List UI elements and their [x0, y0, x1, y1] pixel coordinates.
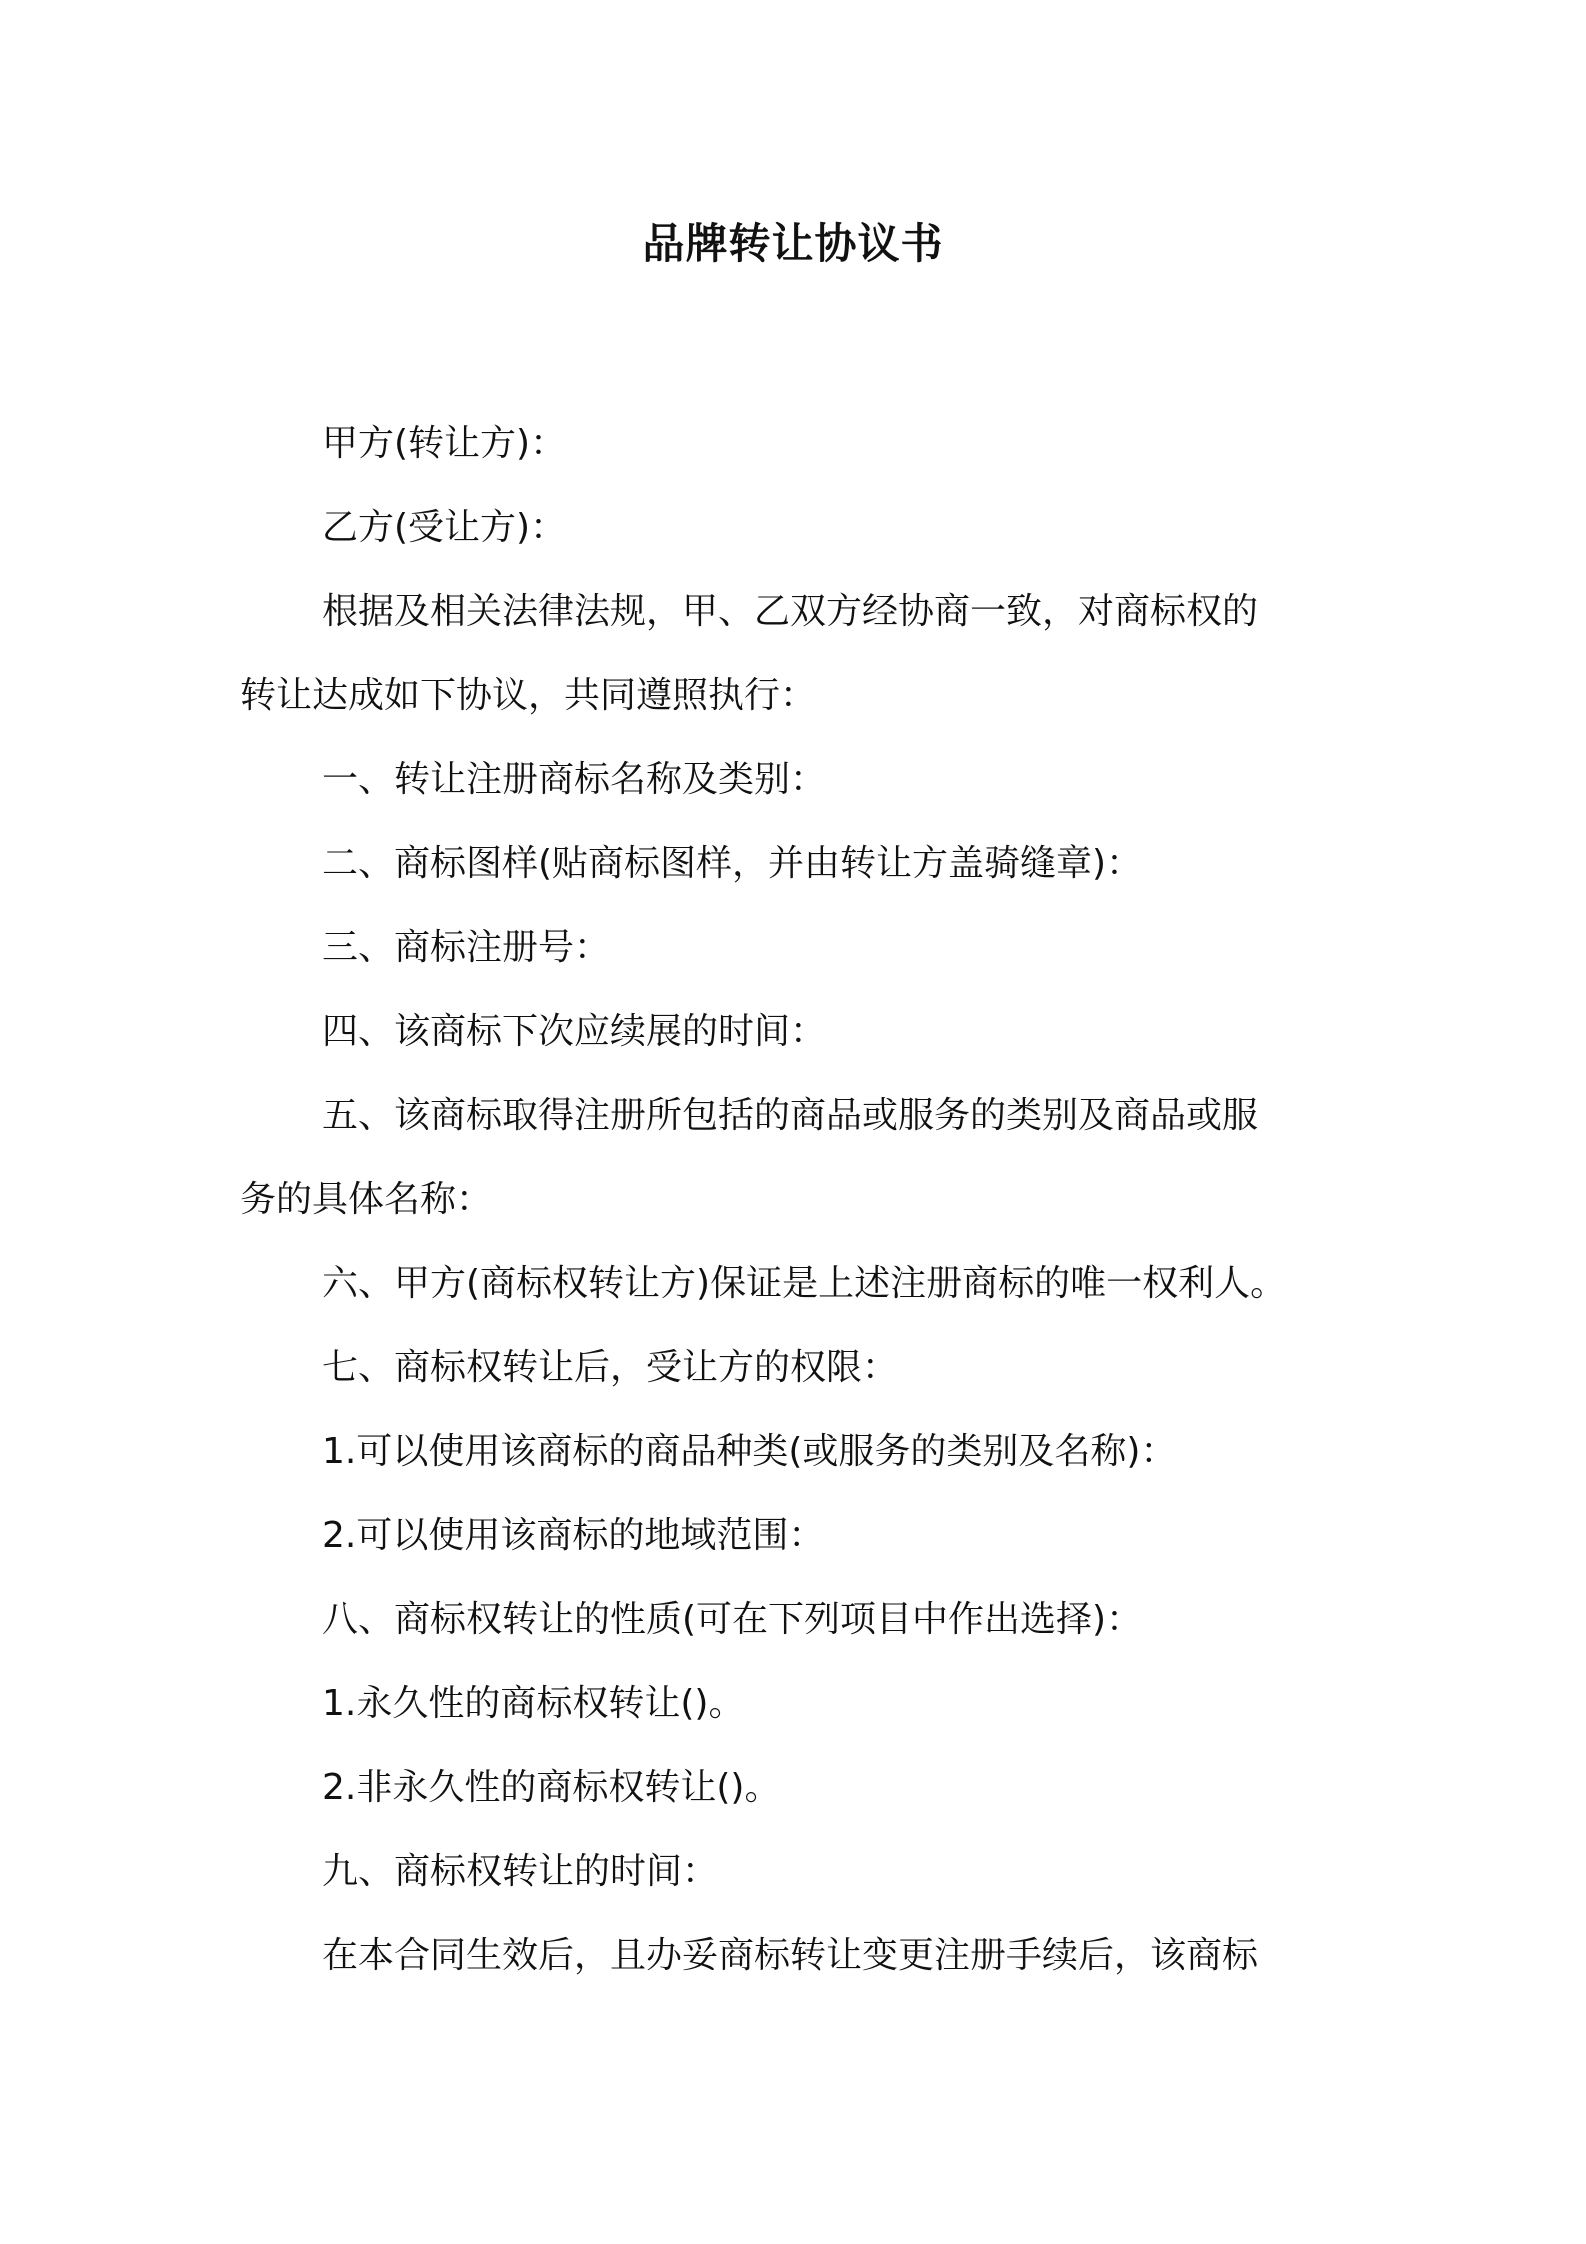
clause-8-item-1: 1.永久性的商标权转让()。: [322, 1683, 745, 1724]
clause-5-line-2: 务的具体名称：: [240, 1179, 493, 1220]
intro-line-2: 转让达成如下协议，共同遵照执行：: [240, 675, 817, 716]
clause-8-item-2: 2.非永久性的商标权转让()。: [322, 1767, 781, 1808]
clause-1: 一、转让注册商标名称及类别：: [322, 759, 827, 800]
clause-6: 六、甲方(商标权转让方)保证是上述注册商标的唯一权利人。: [322, 1263, 1287, 1304]
document-body: [240, 402, 1360, 1998]
intro-line-1: 根据及相关法律法规，甲、乙双方经协商一致，对商标权的: [322, 591, 1259, 632]
party-a-line: 甲方(转让方)：: [322, 423, 567, 464]
clause-5-line-1: 五、该商标取得注册所包括的商品或服务的类别及商品或服: [322, 1095, 1259, 1136]
clause-9: 九、商标权转让的时间：: [322, 1851, 719, 1892]
clause-8: 八、商标权转让的性质(可在下列项目中作出选择)：: [322, 1599, 1143, 1640]
clause-7-item-1: 1.可以使用该商标的商品种类(或服务的类别及名称)：: [322, 1431, 1177, 1472]
document-title: 品牌转让协议书: [642, 219, 944, 268]
clause-3: 三、商标注册号：: [322, 927, 611, 968]
clause-4: 四、该商标下次应续展的时间：: [322, 1011, 827, 1052]
clause-9-text: 在本合同生效后，且办妥商标转让变更注册手续后，该商标: [322, 1935, 1259, 1976]
clause-7: 七、商标权转让后，受让方的权限：: [322, 1347, 899, 1388]
party-b-line: 乙方(受让方)：: [322, 507, 567, 548]
clause-2: 二、商标图样(贴商标图样，并由转让方盖骑缝章)：: [322, 843, 1143, 884]
clause-7-item-2: 2.可以使用该商标的地域范围：: [322, 1515, 825, 1556]
